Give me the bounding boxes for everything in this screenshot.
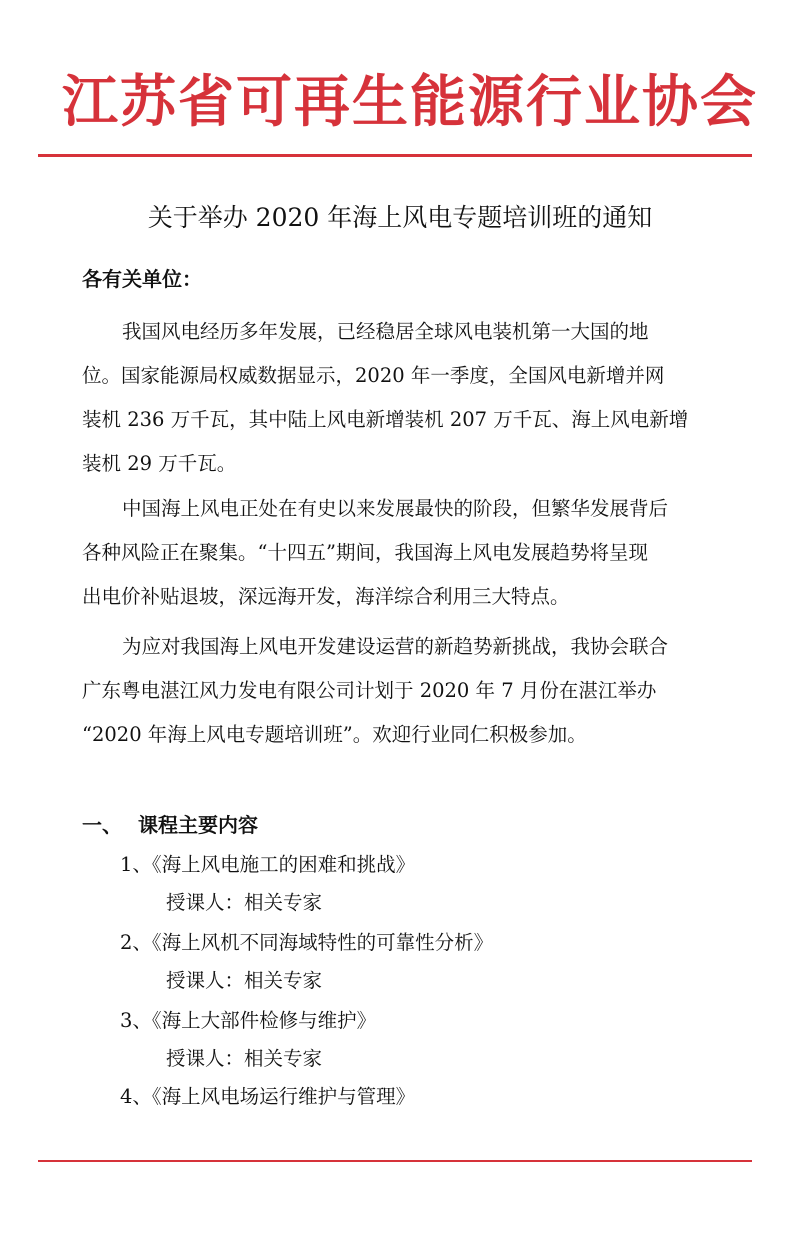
paragraph-line: 我国风电经历多年发展，已经稳居全球风电装机第一大国的地 <box>122 320 649 343</box>
paragraph-line: 装机 29 万千瓦。 <box>82 452 237 475</box>
course-title: 《海上风电施工的困难和挑战》 <box>151 853 416 876</box>
course-item <box>120 928 493 958</box>
section-heading <box>82 808 258 842</box>
paragraph-line: 广东粤电湛江风力发电有限公司计划于 2020 年 7 月份在湛江举办 <box>82 679 657 702</box>
footer-divider <box>38 1160 752 1162</box>
course-index: 4、 <box>120 1085 152 1108</box>
paragraph-2 <box>82 487 722 619</box>
paragraph-line: 位。国家能源局权威数据显示，2020 年一季度，全国风电新增并网 <box>82 364 665 387</box>
section-number: 一、 <box>82 813 122 837</box>
course-title: 《海上风电场运行维护与管理》 <box>151 1085 416 1108</box>
paragraph-line: 出电价补贴退坡，深远海开发，海洋综合利用三大特点。 <box>82 585 570 608</box>
course-index: 1、 <box>120 853 152 876</box>
paragraph-3 <box>82 625 722 757</box>
course-item <box>120 1082 415 1112</box>
course-title: 《海上风机不同海域特性的可靠性分析》 <box>151 931 494 954</box>
paragraph-line: 为应对我国海上风电开发建设运营的新趋势新挑战，我协会联合 <box>122 635 669 658</box>
course-item <box>120 850 415 880</box>
section-title: 课程主要内容 <box>138 813 258 837</box>
course-title: 《海上大部件检修与维护》 <box>151 1009 377 1032</box>
course-lecturer: 授课人：相关专家 <box>166 969 323 992</box>
salutation: 各有关单位： <box>82 267 202 291</box>
paragraph-line: 装机 236 万千瓦，其中陆上风电新增装机 207 万千瓦、海上风电新增 <box>82 408 689 431</box>
header-divider <box>38 154 752 157</box>
paragraph-1 <box>82 310 722 486</box>
document-title: 关于举办 2020 年海上风电专题培训班的通知 <box>147 203 653 232</box>
course-lecturer: 授课人：相关专家 <box>166 1047 323 1070</box>
course-item <box>120 1006 376 1036</box>
course-lecturer: 授课人：相关专家 <box>166 891 323 914</box>
course-index: 3、 <box>120 1009 152 1032</box>
course-index: 2、 <box>120 931 152 954</box>
paragraph-line: “2020 年海上风电专题培训班”。欢迎行业同仁积极参加。 <box>82 723 587 746</box>
organization-masthead: 江苏省可再生能源行业协会 <box>62 69 758 135</box>
paragraph-line: 各种风险正在聚集。“十四五”期间，我国海上风电发展趋势将呈现 <box>82 541 648 564</box>
paragraph-line: 中国海上风电正处在有史以来发展最快的阶段，但繁华发展背后 <box>122 497 669 520</box>
